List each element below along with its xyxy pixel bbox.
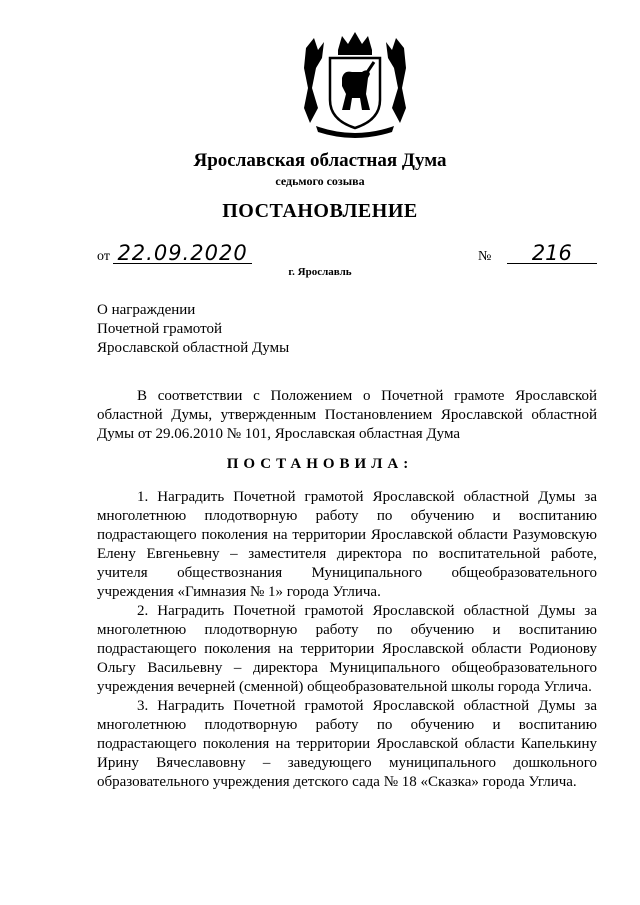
preamble-text: В соответствии с Положением о Почетной грамоте Ярославской областной Думы, утвержденным Постановлением Ярославской областной Думы от 29.06.2010 № 101, Ярославская областная Дума	[97, 388, 597, 442]
convocation-subtitle: седьмого созыва	[275, 174, 365, 188]
number-prefix: №	[478, 249, 492, 264]
subject-line: О награждении	[97, 302, 196, 318]
subject-line: Почетной грамотой	[97, 321, 222, 337]
date-handwritten: 22.09.2020	[113, 243, 251, 264]
preamble-block	[97, 387, 597, 444]
number-line	[478, 243, 597, 265]
resolution-item: 2. Наградить Почетной грамотой Ярославской областной Думы за многолетнюю плодотворную работу по обучению и воспитанию подрастающего поколения на территории Ярославской области Родионову Ольгу Васильевну – директора Муниципального общеобразовательного учреждения вечерней (сменной) общеобразовательной школы города Углича.	[97, 603, 597, 695]
resolution-item: 3. Наградить Почетной грамотой Ярославской областной Думы за многолетнюю плодотворную работу по обучению и воспитанию подрастающего поколения на территории Ярославской области Капелькину Ирину Вячеславовну – заведующего муниципального дошкольного образовательного учреждения детского сада № 18 «Сказка» города Углича.	[97, 698, 597, 790]
number-handwritten: 216	[507, 243, 597, 264]
document-type-heading: ПОСТАНОВЛЕНИЕ	[222, 200, 418, 222]
resolved-heading: ПОСТАНОВИЛА:	[226, 456, 414, 472]
city-label: г. Ярославль	[288, 266, 352, 278]
organization-title: Ярославская областная Дума	[193, 150, 447, 171]
date-line	[97, 243, 252, 265]
subject-line: Ярославской областной Думы	[97, 340, 290, 356]
resolution-item: 1. Наградить Почетной грамотой Ярославской областной Думы за многолетнюю плодотворную работу по обучению и воспитанию подрастающего поколения на территории Ярославской области Разумовскую Елену Евгеньевну – заместителя директора по воспитательной работе, учителя обществознания Муниципального общеобразовательного учреждения «Гимназия № 1» города Углича.	[97, 489, 597, 600]
subject-block	[97, 301, 289, 358]
date-prefix: от	[97, 249, 110, 264]
coat-of-arms-icon	[296, 28, 414, 140]
resolution-items	[97, 488, 597, 792]
